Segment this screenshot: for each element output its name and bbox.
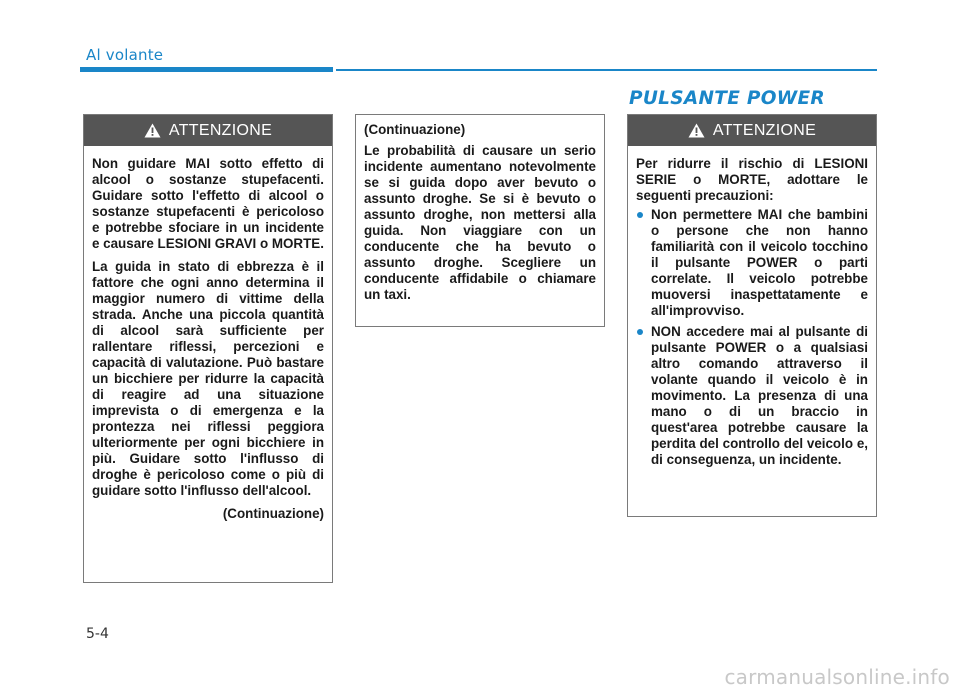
continuation-label: (Continuazione) (364, 122, 466, 137)
warning-triangle-icon (688, 123, 705, 138)
precaution-list (636, 207, 868, 468)
bullet-dot-icon (637, 329, 643, 335)
section-title: Al volante (86, 46, 164, 64)
warning-title: ATTENZIONE (712, 121, 817, 139)
warning-header (84, 115, 332, 146)
watermark: carmanualsonline.info (724, 665, 950, 689)
header-rule-thin (336, 69, 877, 71)
warning-paragraph: Le probabilità di causare un serio incidente aumentano notevolmente se si guida dopo aver bevuto o assunto droghe. Se si è bevuto o assunto droghe, non mettersi alla guida. Non viaggiare con un conducente che ha bevuto o assunto droghe. Scegliere un conducente affidabile o chiamare un taxi. (364, 143, 596, 302)
warning-paragraph: La guida in stato di ebbrezza è il fattore che ogni anno determina il maggior numero di vittime della strada. Anche una piccola quantità di alcool sarà sufficiente per rallentare riflessi, percezioni e capacità di valutazione. Può bastare un bicchiere per ridurre la capacità di reagire ad una situazione imprevista o di emergenza e la prontezza nei riflessi peggiora ulteriormente per ogni bicchiere in più. Guidare sotto l'influsso di droghe è pericoloso come o più di guidare sotto l'influsso dell'alcool. (92, 259, 324, 498)
list-item-text: Non permettere MAI che bambini o persone che non hanno familiarità con il veicolo tocchino il pulsante POWER o parti correlate. Il veicolo potrebbe muoversi inaspettatamente e all'improvviso. (651, 207, 868, 318)
list-item (636, 207, 868, 319)
warning-paragraph: Non guidare MAI sotto effetto di alcool o sostanze stupefacenti. Guidare sotto l'effetto di alcool o sostanze stupefacenti è pericoloso e potrebbe sfociare in un incidente e causare LESIONI GRAVI o MORTE. (92, 156, 324, 251)
warning-box-continued (355, 114, 605, 327)
header-rule-thick (80, 67, 333, 72)
list-item (636, 324, 868, 468)
warning-body (356, 115, 604, 311)
warning-box-alcohol (83, 114, 333, 583)
warning-body (84, 146, 332, 530)
continuation-label: (Continuazione) (222, 506, 324, 521)
section-heading: PULSANTE POWER (629, 88, 825, 109)
warning-triangle-icon (144, 123, 161, 138)
page-number: 5-4 (86, 626, 109, 642)
list-item-text: NON accedere mai al pulsante di pulsante POWER o a qualsiasi altro comando attraverso il volante quando il veicolo è in movimento. La presenza di una mano o di un braccio in quest'area potrebbe causare la perdita del controllo del veicolo e, di conseguenza, un incidente. (651, 324, 868, 467)
bullet-dot-icon (637, 212, 643, 218)
warning-title: ATTENZIONE (168, 121, 273, 139)
warning-body (628, 146, 876, 481)
warning-intro: Per ridurre il rischio di LESIONI SERIE o MORTE, adottare le seguenti precauzioni: (636, 156, 868, 203)
warning-header (628, 115, 876, 146)
warning-box-power-button (627, 114, 877, 517)
